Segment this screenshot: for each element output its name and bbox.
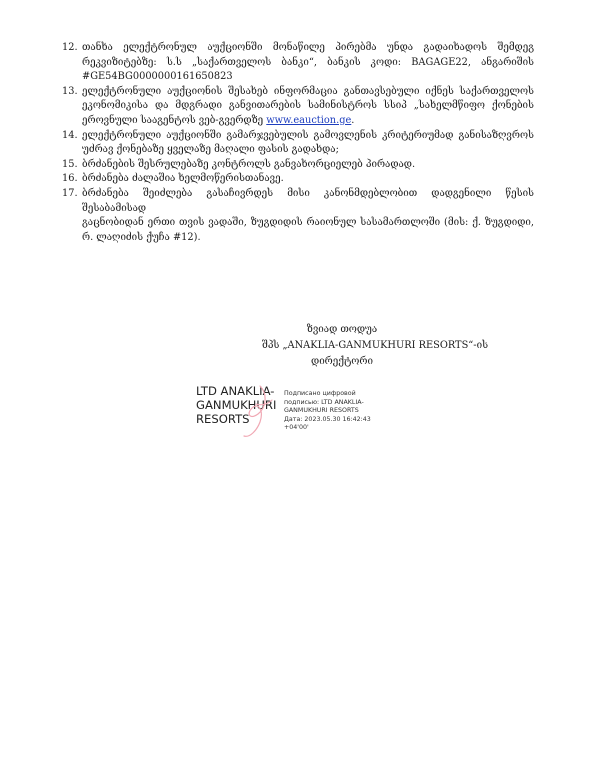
signatory-position: დირექტორი bbox=[311, 356, 373, 367]
item-line: ელექტრონული აუქციონში გამარჯვებულის გამოვლენის კრიტერიუმად განისაზღვროს bbox=[82, 129, 534, 141]
item-text bbox=[82, 187, 534, 245]
item-line: ბრძანება ძალაშია ხელმოწერისთანავე. bbox=[82, 173, 284, 185]
stamp-name-line: LTD ANAKLIA- bbox=[196, 384, 275, 398]
eauction-link[interactable]: www.eauction.ge bbox=[266, 114, 352, 126]
list-item bbox=[62, 85, 534, 129]
order-items-list bbox=[62, 41, 534, 245]
digital-signature-stamp bbox=[196, 384, 416, 444]
stamp-info-line: +04'00' bbox=[284, 424, 309, 432]
item-number: 12. bbox=[62, 42, 78, 53]
item-number: 13. bbox=[62, 85, 78, 97]
stamp-info-line: Подписано цифровой bbox=[284, 390, 356, 397]
item-line: თანხა ელექტრონულ აუქციონში მონაწილე პირებმა უნდა გადაიხადოს შემდეგ bbox=[82, 42, 534, 53]
item-number: 17. bbox=[62, 187, 78, 199]
stamp-name-line: RESORTS bbox=[196, 412, 250, 426]
item-number: 14. bbox=[62, 129, 78, 141]
stamp-info-line: подписью: LTD ANAKLIA- bbox=[284, 398, 364, 406]
item-text bbox=[82, 172, 534, 187]
item-line: უძრავ ქონებაზე ყველაზე მაღალი ფასის გადახდა; bbox=[82, 144, 339, 156]
item-number: 16. bbox=[62, 173, 78, 185]
list-item bbox=[62, 41, 534, 85]
stamp-signature-info bbox=[284, 390, 371, 433]
item-line-text: ეროვნული სააგენტოს ვებ-გვერდზე bbox=[82, 114, 264, 126]
link-suffix: . bbox=[351, 114, 355, 126]
item-text bbox=[82, 129, 534, 158]
item-line: რეკვიზიტებზე: ს.ს „საქართველოს ბანკი“, ბანკის კოდი: BAGAGE22, ანგარიშის bbox=[82, 56, 534, 68]
item-text bbox=[82, 158, 534, 173]
item-line: ბრძანება შეიძლება გასაჩივრდეს მისი კანონმდებლობით დადგენილი წესის შესაბამისად bbox=[82, 187, 534, 214]
list-item bbox=[62, 129, 534, 158]
list-item bbox=[62, 172, 534, 187]
signatory-company: შპს „ANAKLIA-GANMUKHURI RESORTS“-ის bbox=[262, 340, 489, 351]
stamp-info-line: Дата: 2023.05.30 16:42:43 bbox=[284, 415, 371, 423]
item-number: 15. bbox=[62, 158, 78, 170]
handwritten-signature-icon bbox=[238, 384, 278, 440]
list-item bbox=[62, 187, 534, 245]
item-text bbox=[82, 85, 534, 129]
signatory-block bbox=[262, 322, 489, 370]
item-line: რ. ლაღიძის ქუჩა #12). bbox=[82, 231, 201, 243]
item-line: ბრძანების შესრულებაზე კონტროლს განვახორციელებ პირადად. bbox=[82, 158, 416, 170]
stamp-info-line: GANMUKHURI RESORTS bbox=[284, 407, 359, 415]
item-line: #GE54BG0000000161650823 bbox=[82, 71, 233, 83]
item-text bbox=[82, 41, 534, 85]
signatory-name: ზვიად თოდუა bbox=[306, 324, 378, 335]
item-line-with-link bbox=[82, 114, 534, 129]
list-item bbox=[62, 158, 534, 173]
item-line: გაცნობიდან ერთი თვის ვადაში, ზუგდიდის რაიონულ სასამართლოში (მის: ქ. ზუგდიდი, bbox=[82, 217, 534, 229]
stamp-name-line: GANMUKHURI bbox=[196, 398, 277, 412]
item-line: ელექტრონული აუქციონის შესახებ ინფორმაცია განთავსებული იქნეს საქართველოს bbox=[82, 85, 534, 97]
item-line: ეკონომიკისა და მდგრადი განვითარების სამინისტროს სსიპ „სახელმწიფო ქონების bbox=[82, 100, 534, 112]
